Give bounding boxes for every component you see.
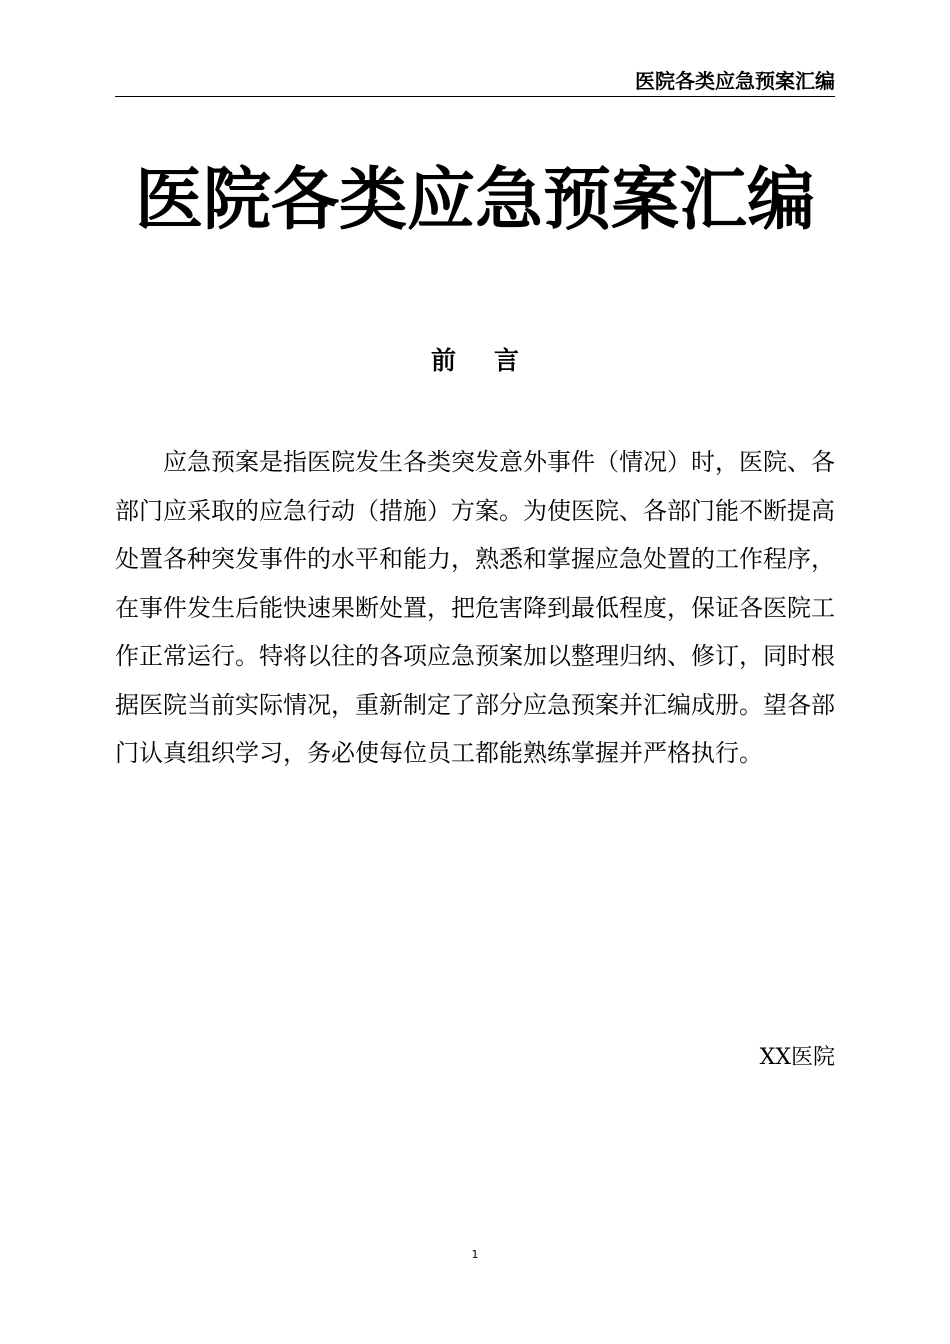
signature: XX医院 [759, 1045, 835, 1070]
preface-heading: 前言 [430, 346, 557, 375]
page-header [115, 66, 835, 97]
page-number: 1 [471, 1248, 479, 1261]
document-title: 医院各类应急预案汇编 [134, 161, 815, 240]
preface-paragraph: 应急预案是指医院发生各类突发意外事件（情况）时，医院、各部门应采取的应急行动（措施）方案。为使医院、各部门能不断提高处置各种突发事件的水平和能力，熟悉和掌握应急处置的工作程序，在事件发生后能快速果断处置，把危害降到最低程度，保证各医院工作正常运行。特将以往的各项应急预案加以整理归纳、修订，同时根据医院当前实际情况，重新制定了部分应急预案并汇编成册。望各部门认真组织学习，务必使每位员工都能熟练掌握并严格执行。 [115, 448, 835, 767]
running-header-title: 医院各类应急预案汇编 [635, 69, 835, 93]
